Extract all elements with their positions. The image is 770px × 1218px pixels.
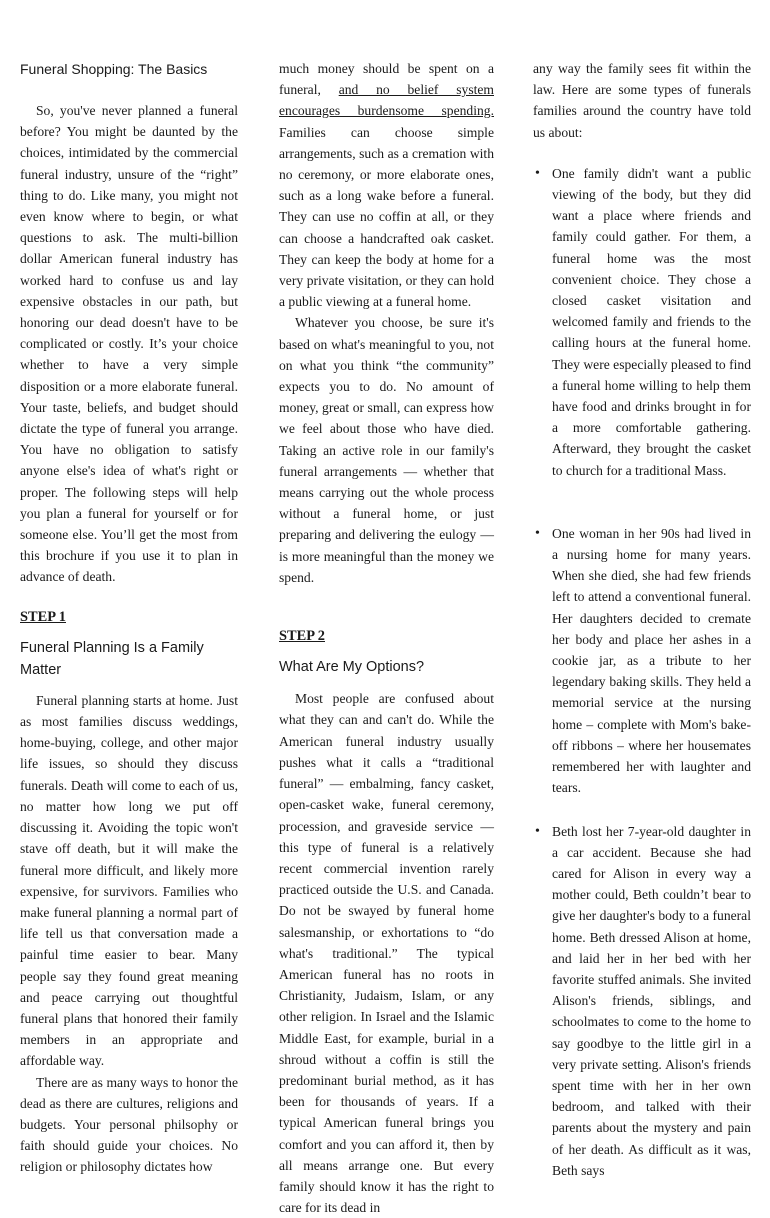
list-item xyxy=(533,523,751,799)
list-item-text: One family didn't want a public viewing of the body, but they did want a place where friends and family could gather. For them, a funeral home was the most convenient choice. They chose a closed casket visitation and welcomed family and friends to the calling hours at the funeral home. They were especially pleased to find a funeral home willing to help them have food and drinks brought in for a more comfortable gathering. Afterward, they brought the casket to church for a traditional Mass. xyxy=(552,165,751,478)
step-1-label: STEP 1 xyxy=(20,608,66,625)
list-item-text: One woman in her 90s had lived in a nursing home for many years. When she died, she had few friends left to attend a conventional funeral. Her daughters decided to cremate her body and place her ashes in a cookie jar, as a tribute to her legendary baking skills. They held a memorial service at the nursing home – complete with Mom's bake-off ribbons – where her housemates remembered her with laughter and tears. xyxy=(552,525,751,796)
list-item xyxy=(533,821,751,1181)
bullet-icon: • xyxy=(535,165,540,181)
step-1-heading: Funeral Planning Is a Family Matter xyxy=(20,639,204,678)
column-3 xyxy=(533,58,751,1181)
page-title: Funeral Shopping: The Basics xyxy=(20,61,208,77)
step-2-label: STEP 2 xyxy=(279,628,325,645)
step-1-paragraph-2: There are as many ways to honor the dead as there are cultures, religions and budgets. Your personal philsophy or faith should guide your choices. No religion or philosophy dictates how xyxy=(20,1074,238,1175)
intro-paragraph: So, you've never planned a funeral before? You might be daunted by the choices, intimidated by the commercial funeral industry, unsure of the “right” thing to do. Like many, you might not even know where to begin, or what questions to ask. The multi-billion dollar American funeral industry has worked hard to confuse us and lay expensive obstacles in our path, but honoring our dead doesn't have to be complicated or costly. It’s your choice whether to have a very simple disposition or a more elaborate funeral. Your taste, beliefs, and budget should dictate the type of funeral you arrange. You have no obligation to satisfy anyone else's idea of what's right or proper. The following steps will help you plan a funeral for yourself or for someone else. You’ll get the most from this brochure if you use it to plan in advance of death. xyxy=(20,103,238,585)
step-1-paragraph-3: Whatever you choose, be sure it's based on what's meaningful to you, not on what you think “the community” expects you to do. No amount of money, great or small, can express how we feel about those who have died. Taking an active role in our family's funeral arrangements — whether that means carrying out the whole process without a funeral home, or just preparing and delivering the eulogy — is more meaningful than the money we spend. xyxy=(279,315,494,585)
underlined-phrase: and no belief system encourages burdensome spending. xyxy=(279,82,494,119)
step-2-paragraph-1-continued: any way the family sees fit within the law. Here are some types of funerals families around the country have told us about: xyxy=(533,61,751,140)
step-1-paragraph-1: Funeral planning starts at home. Just as most families discuss weddings, home-buying, college, and other major life issues, so should they discuss funerals. Death will come to each of us, no matter how long we put off discussing it. Avoiding the topic won't stave off death, but it will make the funeral more difficult, and likely more expensive, for survivors. Families who make funeral planning a normal part of life tell us that conversation made a painful time easier to bear. Many people say they found great meaning and peace carrying out thoughtful funeral plans that honored their family members in an appropriate and affordable way. xyxy=(20,692,238,1069)
step-1-paragraph-2-continued xyxy=(279,58,494,312)
column-1 xyxy=(20,58,238,1178)
column-2 xyxy=(279,58,494,1218)
step-2-paragraph-1: Most people are confused about what they can and can't do. While the American funeral industry usually pushes what it calls a “traditional funeral” — embalming, fancy casket, open-casket wake, funeral ceremony, procession, and graveside service — this type of funeral is a relatively recent commercial invention rarely practiced outside the U.S. and Canada. Do not be swayed by funeral home salesmanship, or exhortations to “do what's traditional.” The typical American funeral has no roots in Christianity, Judaism, Islam, or any other religion. In Israel and the Islamic Middle East, for example, burial in a shroud without a coffin is still the predominant burial method, as it has been for thousands of years. If a typical American funeral brings you comfort and you can afford it, then by all means arrange one. But every family should know it has the right to care for its dead in xyxy=(279,691,494,1216)
paragraph-text: much money should be spent on a funeral, xyxy=(279,61,494,98)
step-2-heading: What Are My Options? xyxy=(279,659,425,676)
paragraph-text: Families can choose simple arrangements, such as a cremation with no ceremony, or more elaborate ones, such as a long wake before a funeral. They can use no coffin at all, or they can choose a handcrafted oak casket. They can keep the body at home for a very private visitation, or they can hold a public viewing at a funeral home. xyxy=(279,124,494,310)
bullet-icon: • xyxy=(535,525,540,541)
list-item-text: Beth lost her 7-year-old daughter in a car accident. Because she had cared for Alison in every way a mother could, Beth couldn’t bear to give her daughter's body to a funeral home. Beth dressed Alison at home, and laid her in her bed with her favorite stuffed animals. She invited Alison's friends, siblings, and schoolmates to come to the home to say goodbye to the little girl in a very private setting. Alison's friends spent time with her in her own bedroom, and talked with their parents about the mystery and pain of her death. As difficult as it was, Beth says xyxy=(552,823,751,1178)
list-item xyxy=(533,163,751,481)
bullet-icon: • xyxy=(535,823,540,839)
examples-list xyxy=(533,163,751,1181)
